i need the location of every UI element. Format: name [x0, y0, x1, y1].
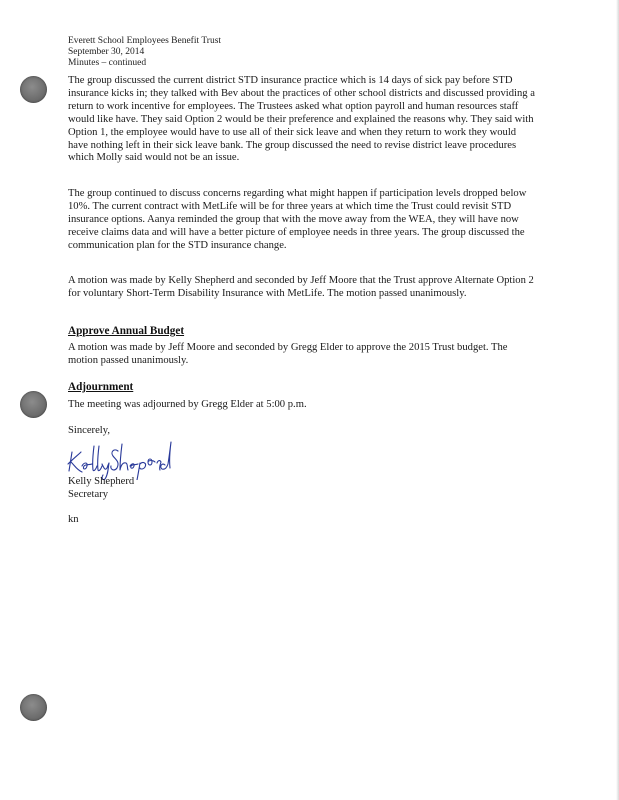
punch-hole — [20, 76, 47, 103]
paragraph-std-motion: A motion was made by Kelly Shepherd and seconded by Jeff Moore that the Trust approve Alternate Option 2 for voluntary Short-Term Disability Insurance with MetLife. The motion passed unanimously. — [68, 275, 534, 299]
signatory-title: Secretary — [68, 489, 108, 500]
handwritten-signature — [64, 438, 194, 480]
document-header — [68, 36, 548, 69]
paragraph-budget-motion: A motion was made by Jeff Moore and seconded by Gregg Elder to approve the 2015 Trust budget. The motion passed unanimously. — [68, 342, 508, 366]
adjournment-heading: Adjournment — [68, 381, 134, 393]
signatory-name: Kelly Shepherd — [68, 476, 135, 487]
meeting-date: September 30, 2014 — [68, 47, 145, 57]
paragraph-std-practice: The group discussed the current district STD insurance practice which is 14 days of sick pay before STD insurance kicks in; they talked with Bev about the practices of other school districts and discussed providing a return to work incentive for employees. The Trustees asked what option payroll and human resources staff would like have. They said Option 2 would be their preference and explained the reasons why. They said with Option 1, the employee would have to use all of their sick leave and when they return to work they would have nothing left in their sick leave bank. The group discussed the need to revise district leave procedures which Molly said would not be an issue. — [68, 75, 535, 164]
budget-heading: Approve Annual Budget — [68, 325, 185, 337]
punch-hole — [20, 391, 47, 418]
punch-hole — [20, 694, 47, 721]
organization-name: Everett School Employees Benefit Trust — [68, 36, 222, 46]
paragraph-participation: The group continued to discuss concerns regarding what might happen if participation levels dropped below 10%. The current contract with MetLife will be for three years at which time the Trust could revisit STD insurance options. Aanya reminded the group that with the move away from the WEA, they will have now receive claims data and will have a better picture of employee needs in three years. The group discussed the communication plan for the STD insurance change. — [68, 188, 527, 251]
page-label: Minutes – continued — [68, 58, 147, 68]
closing-salutation: Sincerely, — [68, 425, 110, 436]
typist-initials: kn — [68, 514, 79, 525]
paragraph-adjournment: The meeting was adjourned by Gregg Elder at 5:00 p.m. — [68, 399, 307, 410]
